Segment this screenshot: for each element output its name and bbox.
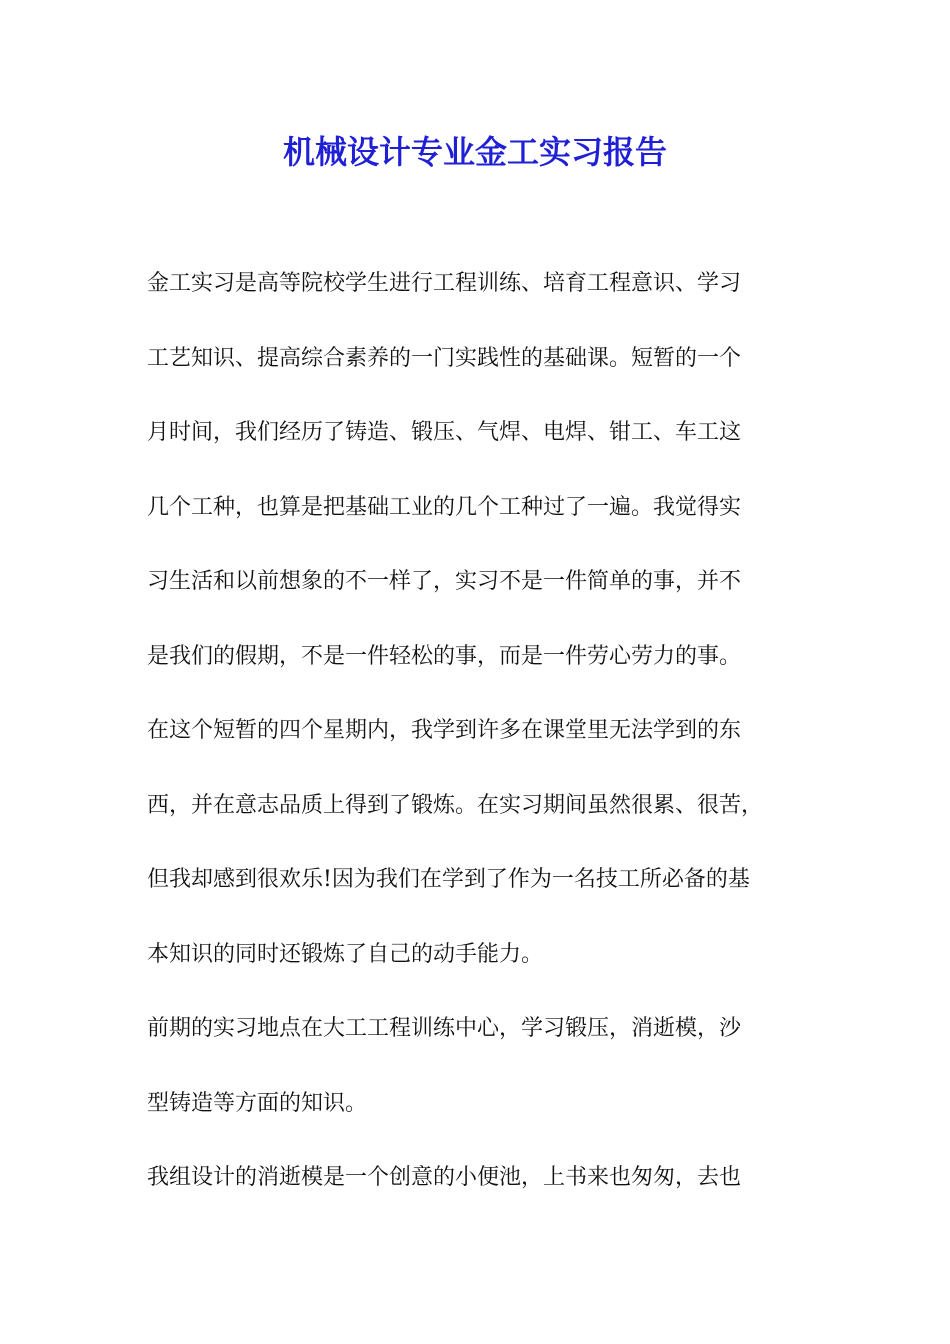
paragraph-line: 几个工种，也算是把基础工业的几个工种过了一遍。我觉得实 [147, 494, 742, 520]
paragraph-line: 西，并在意志品质上得到了锻炼。在实习期间虽然很累、很苦， [147, 792, 764, 818]
paragraph-line: 型铸造等方面的知识。 [147, 1090, 368, 1116]
paragraph-line: 本知识的同时还锻炼了自己的动手能力。 [147, 941, 544, 967]
paragraph-line: 金工实习是高等院校学生进行工程训练、培育工程意识、学习 [147, 271, 742, 296]
paragraph-1 [147, 268, 819, 1013]
paragraph-line: 习生活和以前想象的不一样了，实习不是一件简单的事，并不 [147, 569, 742, 594]
paragraph-line: 月时间，我们经历了铸造、锻压、气焊、电焊、钳工、车工这 [147, 420, 742, 445]
document-title: 机械设计专业金工实习报告 [282, 133, 667, 171]
paragraph-3 [147, 1162, 819, 1237]
document-body [147, 268, 819, 1237]
paragraph-2 [147, 1013, 819, 1162]
paragraph-line: 我组设计的消逝模是一个创意的小便池，上书来也匆匆，去也 [147, 1165, 742, 1190]
paragraph-line: 是我们的假期，不是一件轻松的事，而是一件劳心劳力的事。 [147, 643, 742, 669]
paragraph-line: 工艺知识、提高综合素养的一门实践性的基础课。短暂的一个 [147, 345, 742, 371]
paragraph-line: 但我却感到很欢乐!因为我们在学到了作为一名技工所必备的基 [147, 867, 750, 892]
paragraph-line: 在这个短暂的四个星期内，我学到许多在课堂里无法学到的东 [147, 718, 742, 743]
paragraph-line: 前期的实习地点在大工工程训练中心，学习锻压，消逝模，沙 [147, 1016, 742, 1041]
